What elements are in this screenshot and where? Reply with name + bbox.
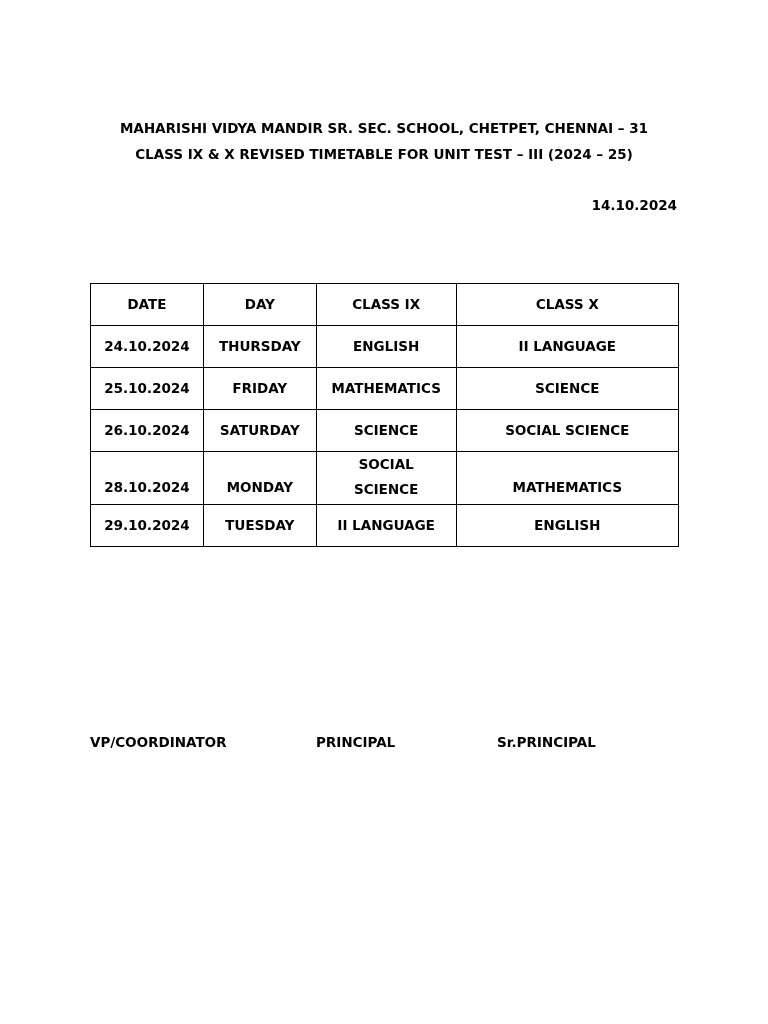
issue-date: 14.10.2024 [591,198,677,214]
cell-class-ix-line: SCIENCE [354,482,419,498]
signature-vp-coordinator: VP/COORDINATOR [90,735,227,751]
cell-class-ix: ENGLISH [316,326,456,368]
table-row [91,505,679,547]
cell-class-x: II LANGUAGE [456,326,678,368]
cell-day: TUESDAY [203,505,316,547]
column-header-date: DATE [91,284,204,326]
column-header-class-x: CLASS X [456,284,678,326]
cell-date: 25.10.2024 [91,368,204,410]
cell-date: 28.10.2024 [91,452,204,505]
column-header-day: DAY [203,284,316,326]
cell-day: FRIDAY [203,368,316,410]
school-name-heading: MAHARISHI VIDYA MANDIR SR. SEC. SCHOOL, CHETPET, CHENNAI – 31 [119,121,649,137]
cell-class-ix: SCIENCE [316,410,456,452]
table-row [91,326,679,368]
cell-class-ix-line: SOCIAL [358,457,414,473]
table-row [91,368,679,410]
cell-class-x: ENGLISH [456,505,678,547]
cell-date: 29.10.2024 [91,505,204,547]
cell-class-x: MATHEMATICS [456,452,678,505]
cell-class-x: SCIENCE [456,368,678,410]
table-header-row [91,284,679,326]
cell-day: MONDAY [203,452,316,505]
cell-class-x: SOCIAL SCIENCE [456,410,678,452]
cell-class-ix: MATHEMATICS [316,368,456,410]
signature-principal: PRINCIPAL [316,735,396,751]
cell-class-ix: II LANGUAGE [316,505,456,547]
table-row [91,410,679,452]
cell-date: 24.10.2024 [91,326,204,368]
column-header-class-ix: CLASS IX [316,284,456,326]
signature-sr-principal: Sr.PRINCIPAL [497,735,596,751]
table-row [91,452,679,505]
cell-class-ix [316,452,456,505]
cell-day: SATURDAY [203,410,316,452]
cell-date: 26.10.2024 [91,410,204,452]
timetable-title: CLASS IX & X REVISED TIMETABLE FOR UNIT TEST – III (2024 – 25) [135,147,633,163]
timetable [90,283,679,547]
cell-day: THURSDAY [203,326,316,368]
